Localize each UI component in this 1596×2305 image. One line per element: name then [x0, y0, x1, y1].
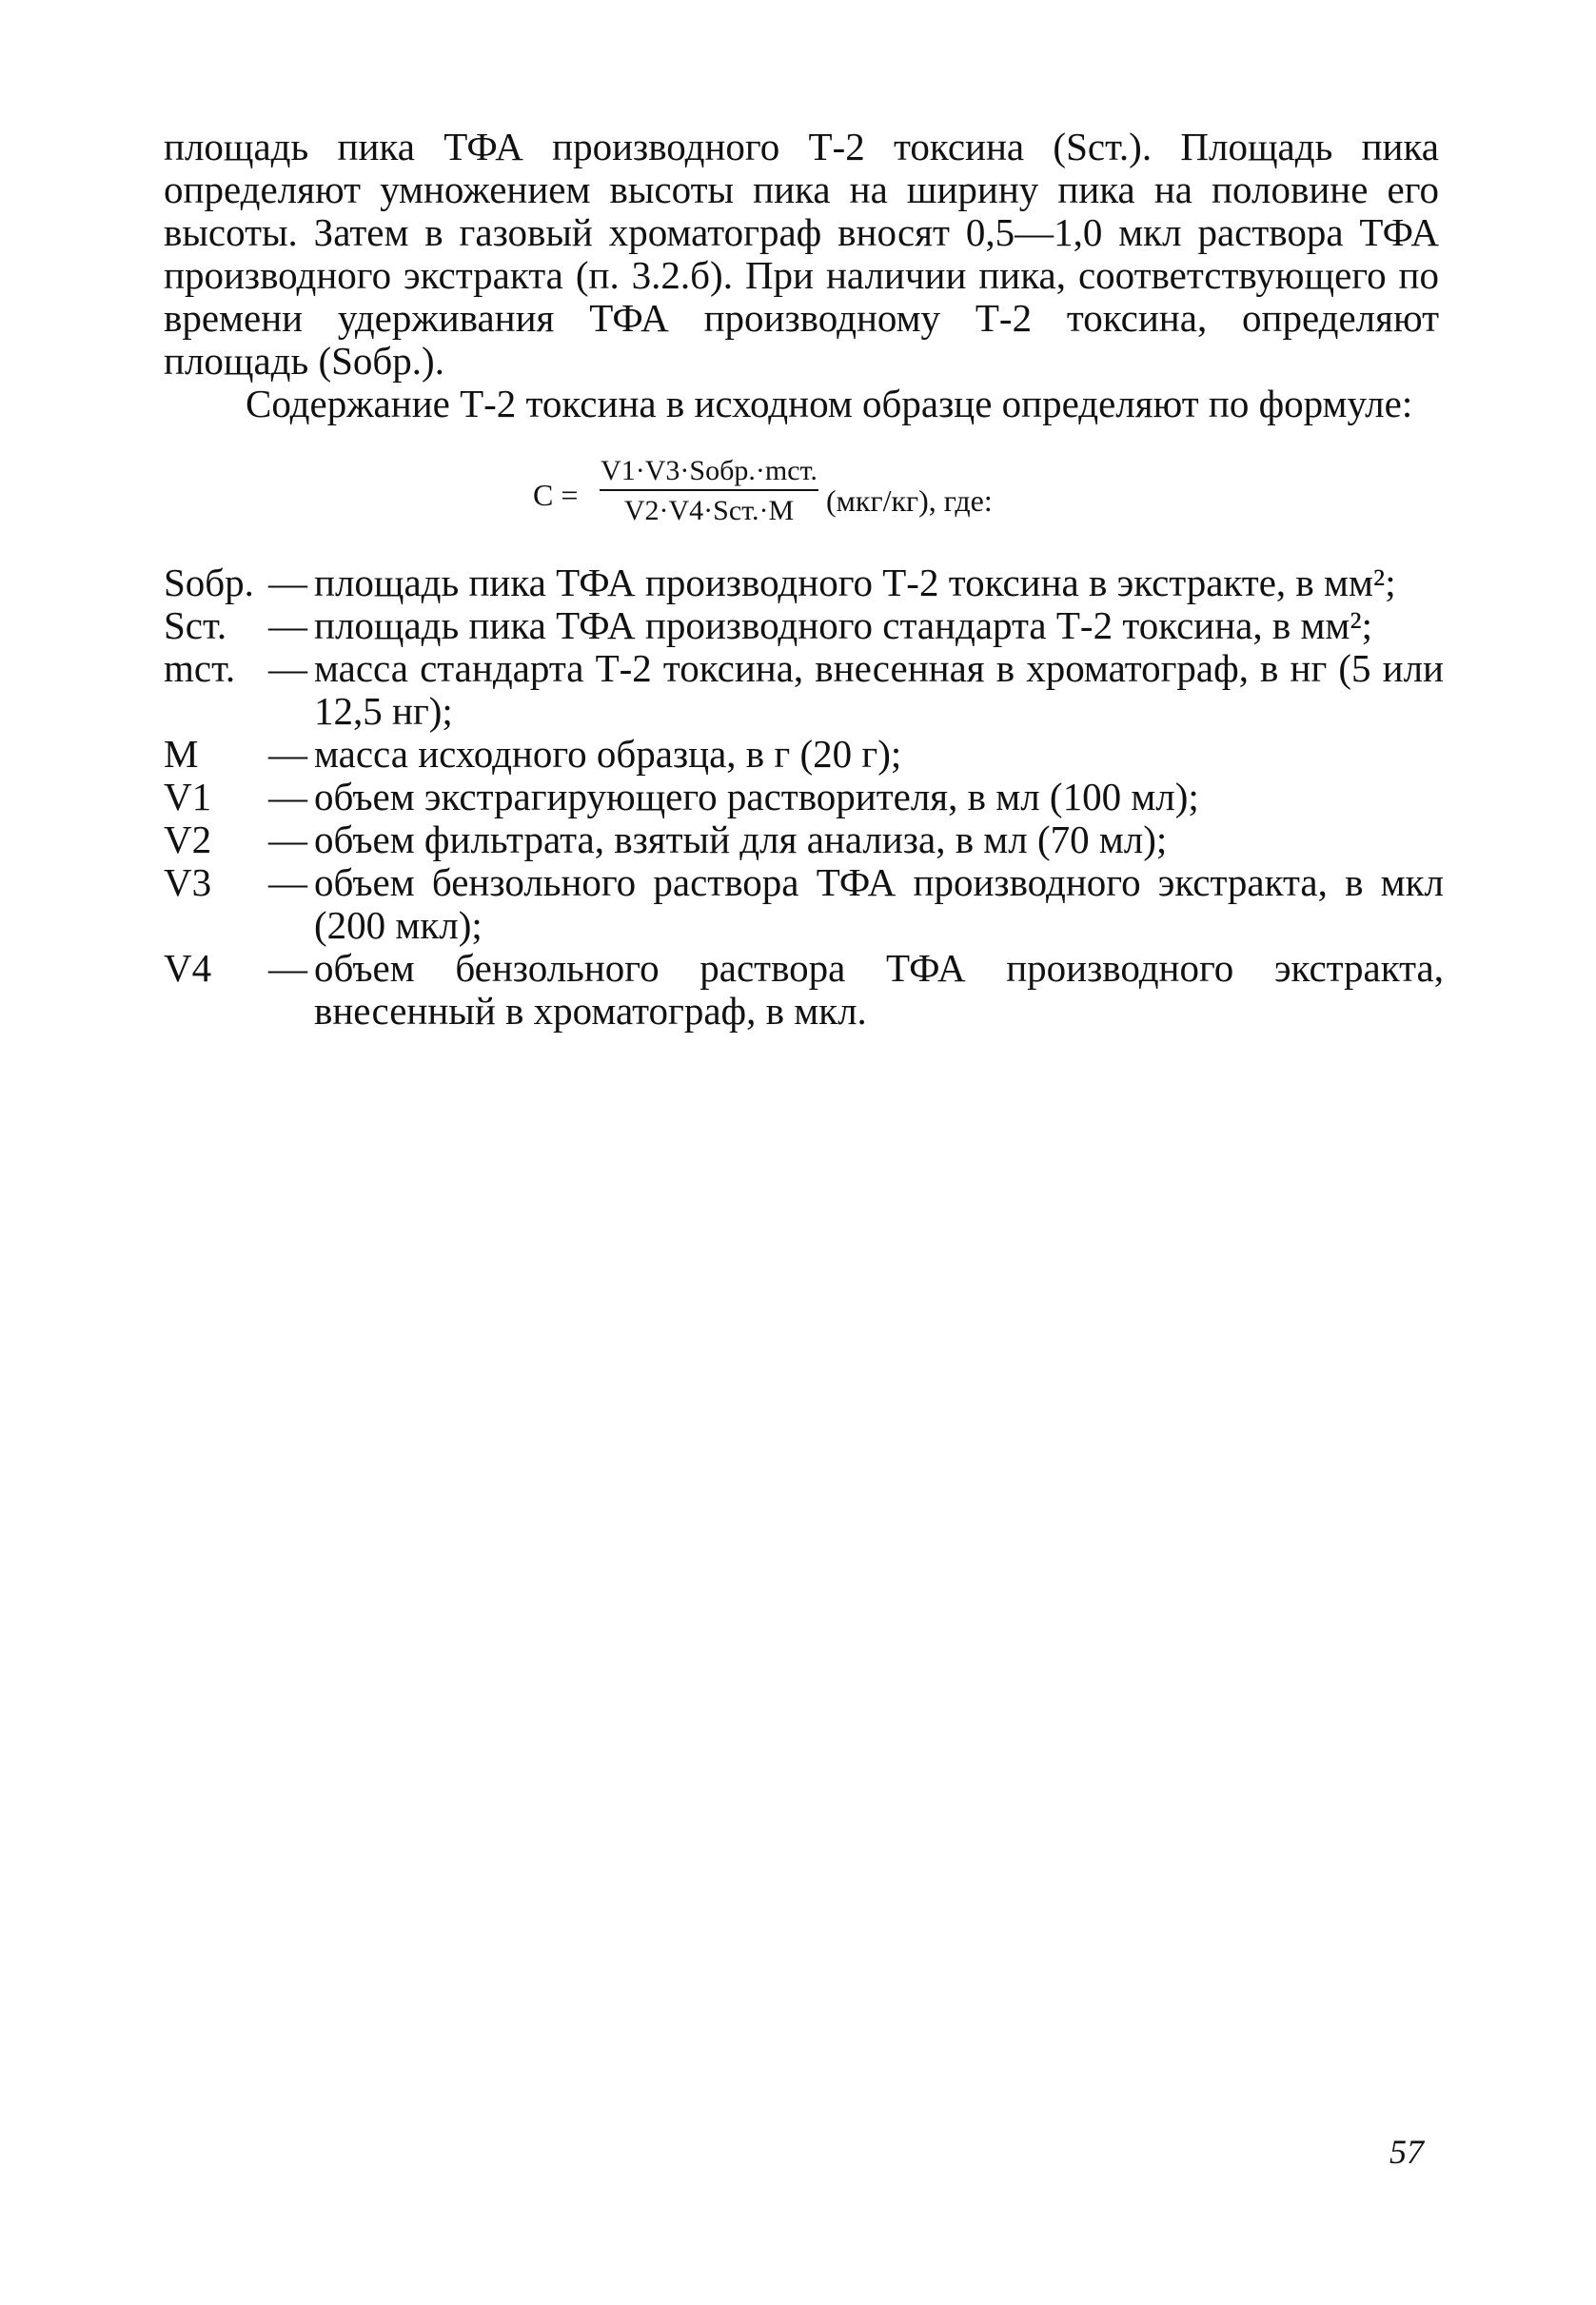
formula-fraction: [600, 455, 818, 527]
definition-dash: —: [268, 946, 307, 990]
definition-item: [164, 647, 1444, 733]
definition-text: объем экстрагирующего растворителя, в мл (100 мл);: [314, 775, 1199, 818]
definition-text: масса стандарта Т-2 токсина, внесенная в хроматограф, в нг (5 или 12,5 нг);: [314, 646, 1444, 733]
definition-text: объем бензольного раствора ТФА производного экстракта, внесенный в хроматограф, в мкл.: [314, 946, 1444, 1033]
definition-symbol: M: [164, 732, 199, 776]
definition-text: площадь пика ТФА производного стандарта Т-2 токсина, в мм²;: [314, 603, 1373, 647]
definition-dash: —: [268, 561, 307, 604]
formula-rhs: (мкг/кг), где:: [826, 483, 993, 518]
definition-item: [164, 776, 1444, 818]
definition-text: объем фильтрата, взятый для анализа, в мл (70 мл);: [314, 818, 1168, 861]
definition-item: [164, 733, 1444, 776]
formula-lhs: C =: [533, 478, 579, 512]
definition-symbol: Sст.: [164, 603, 227, 647]
definition-text: объем бензольного раствора ТФА производного экстракта, в мкл (200 мкл);: [314, 860, 1444, 947]
definition-symbol: mст.: [164, 646, 236, 690]
definition-item: [164, 861, 1444, 947]
definition-text: масса исходного образца, в г (20 г);: [314, 732, 902, 776]
definition-item: [164, 947, 1444, 1033]
definition-symbol: V1: [164, 775, 212, 818]
definition-item: [164, 561, 1444, 604]
definition-symbol: V4: [164, 946, 212, 990]
definition-dash: —: [268, 775, 307, 818]
paragraph-1: площадь пика ТФА производного Т-2 токсина (Sст.). Площадь пика определяют умножением высоты пика на ширину пика на половине его высоты. Затем в газовый хроматограф вносят 0,5—1,0 мкл раствора ТФА производного экстракта (п. 3.2.б). При наличии пика, соответствующего по времени удерживания ТФА производному Т-2 токсина, определяют площадь (Sобр.).: [164, 125, 1439, 383]
definition-symbol: Sобр.: [164, 561, 254, 604]
definition-dash: —: [268, 646, 307, 690]
definition-symbol: V3: [164, 860, 212, 904]
formula-denominator: V2·V4·Sст.·M: [623, 495, 795, 526]
formula-numerator: V1·V3·Sобр.·mст.: [600, 455, 818, 491]
page-number: 57: [1389, 2133, 1424, 2171]
definition-dash: —: [268, 818, 307, 861]
formula: [533, 455, 1199, 531]
definition-text: площадь пика ТФА производного Т-2 токсина в экстракте, в мм²;: [314, 561, 1396, 604]
definition-dash: —: [268, 860, 307, 904]
definition-dash: —: [268, 603, 307, 647]
definition-symbol: V2: [164, 818, 212, 861]
body-text: [164, 126, 1439, 425]
definition-item: [164, 818, 1444, 861]
definition-dash: —: [268, 732, 307, 776]
definition-item: [164, 604, 1444, 647]
definitions-list: [164, 561, 1444, 1033]
paragraph-2: Содержание Т-2 токсина в исходном образце определяют по формуле:: [246, 382, 1413, 425]
